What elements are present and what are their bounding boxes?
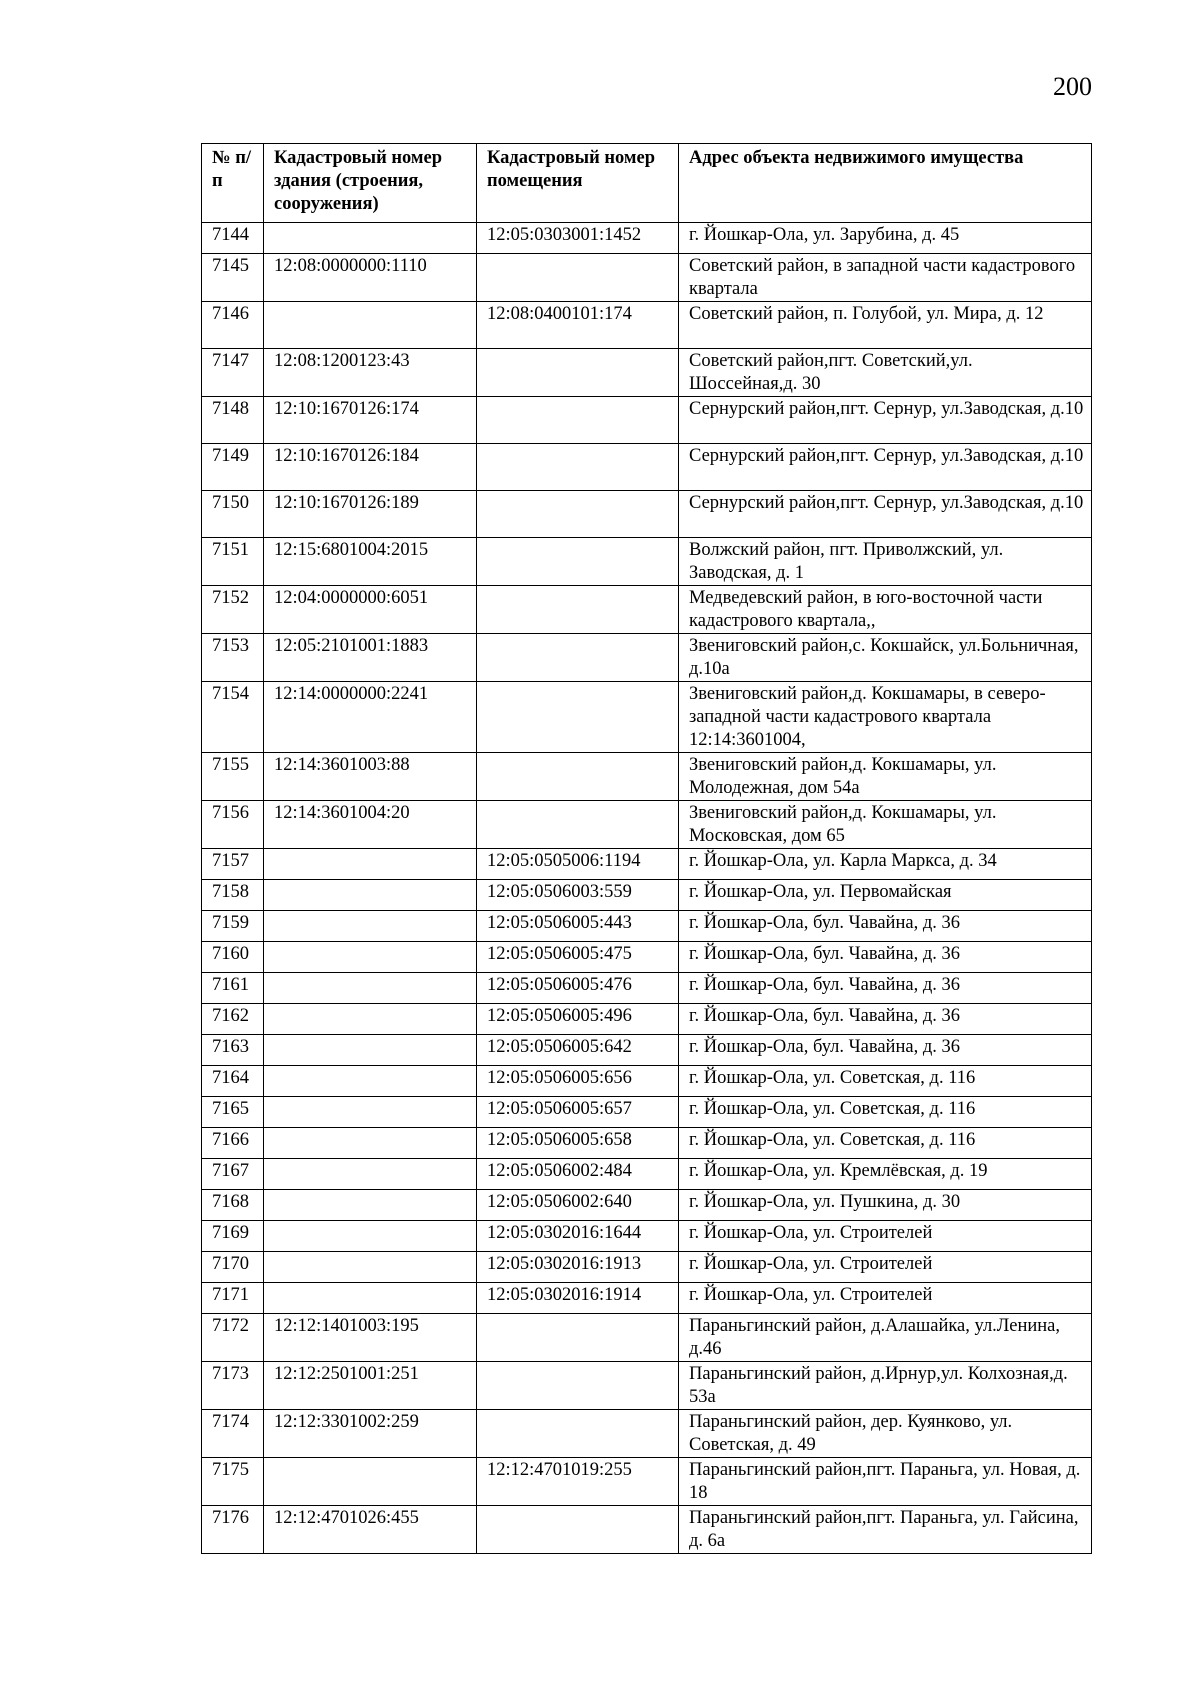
cell-premises-cadastral — [477, 491, 679, 538]
cell-building-cadastral — [264, 1097, 477, 1128]
cell-number: 7163 — [202, 1035, 264, 1066]
cell-number: 7158 — [202, 880, 264, 911]
cell-number: 7168 — [202, 1190, 264, 1221]
cell-number: 7156 — [202, 801, 264, 849]
cell-number: 7170 — [202, 1252, 264, 1283]
cell-premises-cadastral: 12:05:0506005:476 — [477, 973, 679, 1004]
cell-address: Советский район,пгт. Советский,ул. Шоссейная,д. 30 — [679, 349, 1092, 397]
cell-number: 7157 — [202, 849, 264, 880]
cell-address: Сернурский район,пгт. Сернур, ул.Заводская, д.10 — [679, 444, 1092, 491]
cell-premises-cadastral — [477, 397, 679, 444]
cell-building-cadastral — [264, 223, 477, 254]
cell-address: г. Йошкар-Ола, бул. Чавайна, д. 36 — [679, 973, 1092, 1004]
cell-number: 7171 — [202, 1283, 264, 1314]
cell-number: 7173 — [202, 1362, 264, 1410]
cell-building-cadastral — [264, 880, 477, 911]
table-row — [202, 349, 1092, 397]
cell-building-cadastral: 12:14:0000000:2241 — [264, 682, 477, 753]
cell-premises-cadastral: 12:05:0302016:1914 — [477, 1283, 679, 1314]
cell-building-cadastral — [264, 911, 477, 942]
cell-premises-cadastral: 12:05:0506002:484 — [477, 1159, 679, 1190]
cell-number: 7165 — [202, 1097, 264, 1128]
table-row — [202, 942, 1092, 973]
cell-number: 7169 — [202, 1221, 264, 1252]
cell-premises-cadastral — [477, 1506, 679, 1554]
cell-number: 7166 — [202, 1128, 264, 1159]
cell-address: Звениговский район,д. Кокшамары, в северо-западной части кадастрового квартала 12:14:3601004, — [679, 682, 1092, 753]
cell-number: 7144 — [202, 223, 264, 254]
table-row — [202, 973, 1092, 1004]
cell-premises-cadastral: 12:05:0506005:642 — [477, 1035, 679, 1066]
table-row — [202, 1506, 1092, 1554]
cell-premises-cadastral — [477, 444, 679, 491]
cell-address: Звениговский район,д. Кокшамары, ул. Молодежная, дом 54а — [679, 753, 1092, 801]
cell-premises-cadastral: 12:05:0302016:1644 — [477, 1221, 679, 1252]
table-header-row — [202, 144, 1092, 223]
cell-address: г. Йошкар-Ола, ул. Советская, д. 116 — [679, 1066, 1092, 1097]
cell-premises-cadastral: 12:08:0400101:174 — [477, 302, 679, 349]
table-row — [202, 1128, 1092, 1159]
table-row — [202, 397, 1092, 444]
cell-building-cadastral: 12:08:0000000:1110 — [264, 254, 477, 302]
cell-building-cadastral — [264, 1159, 477, 1190]
cell-premises-cadastral — [477, 586, 679, 634]
cell-number: 7145 — [202, 254, 264, 302]
cell-premises-cadastral: 12:12:4701019:255 — [477, 1458, 679, 1506]
table-row — [202, 801, 1092, 849]
cell-premises-cadastral — [477, 682, 679, 753]
cell-number: 7164 — [202, 1066, 264, 1097]
cell-building-cadastral — [264, 973, 477, 1004]
cell-number: 7160 — [202, 942, 264, 973]
table-row — [202, 1066, 1092, 1097]
cell-building-cadastral — [264, 1066, 477, 1097]
property-registry-table — [201, 143, 1092, 1554]
cell-number: 7153 — [202, 634, 264, 682]
header-address: Адрес объекта недвижимого имущества — [679, 144, 1092, 223]
cell-address: Сернурский район,пгт. Сернур, ул.Заводская, д.10 — [679, 397, 1092, 444]
cell-building-cadastral — [264, 1283, 477, 1314]
cell-premises-cadastral: 12:05:0506002:640 — [477, 1190, 679, 1221]
cell-address: Советский район, в западной части кадастрового квартала — [679, 254, 1092, 302]
cell-premises-cadastral: 12:05:0506003:559 — [477, 880, 679, 911]
cell-address: Звениговский район,д. Кокшамары, ул. Московская, дом 65 — [679, 801, 1092, 849]
cell-premises-cadastral: 12:05:0302016:1913 — [477, 1252, 679, 1283]
cell-building-cadastral — [264, 1458, 477, 1506]
cell-address: Медведевский район, в юго-восточной части кадастрового квартала,, — [679, 586, 1092, 634]
cell-building-cadastral — [264, 942, 477, 973]
cell-address: Волжский район, пгт. Приволжский, ул. Заводская, д. 1 — [679, 538, 1092, 586]
cell-premises-cadastral — [477, 753, 679, 801]
cell-number: 7167 — [202, 1159, 264, 1190]
cell-number: 7161 — [202, 973, 264, 1004]
cell-address: Параньгинский район,пгт. Параньга, ул. Новая, д. 18 — [679, 1458, 1092, 1506]
table-row — [202, 538, 1092, 586]
cell-address: г. Йошкар-Ола, ул. Строителей — [679, 1221, 1092, 1252]
cell-address: Параньгинский район, д.Алашайка, ул.Ленина, д.46 — [679, 1314, 1092, 1362]
cell-building-cadastral — [264, 1004, 477, 1035]
cell-premises-cadastral: 12:05:0506005:496 — [477, 1004, 679, 1035]
cell-number: 7148 — [202, 397, 264, 444]
cell-building-cadastral — [264, 1190, 477, 1221]
cell-address: г. Йошкар-Ола, ул. Зарубина, д. 45 — [679, 223, 1092, 254]
cell-building-cadastral: 12:12:2501001:251 — [264, 1362, 477, 1410]
cell-number: 7172 — [202, 1314, 264, 1362]
cell-number: 7154 — [202, 682, 264, 753]
table-row — [202, 911, 1092, 942]
table-row — [202, 753, 1092, 801]
table-row — [202, 1410, 1092, 1458]
cell-building-cadastral: 12:12:3301002:259 — [264, 1410, 477, 1458]
table-row — [202, 491, 1092, 538]
page-number: 200 — [1053, 72, 1092, 101]
table-row — [202, 586, 1092, 634]
cell-building-cadastral — [264, 849, 477, 880]
cell-building-cadastral: 12:12:4701026:455 — [264, 1506, 477, 1554]
cell-number: 7176 — [202, 1506, 264, 1554]
cell-building-cadastral: 12:10:1670126:174 — [264, 397, 477, 444]
cell-number: 7152 — [202, 586, 264, 634]
cell-premises-cadastral: 12:05:0506005:657 — [477, 1097, 679, 1128]
table-row — [202, 1314, 1092, 1362]
cell-address: Сернурский район,пгт. Сернур, ул.Заводская, д.10 — [679, 491, 1092, 538]
cell-address: Параньгинский район,пгт. Параньга, ул. Гайсина, д. 6а — [679, 1506, 1092, 1554]
cell-premises-cadastral — [477, 349, 679, 397]
cell-address: г. Йошкар-Ола, ул. Советская, д. 116 — [679, 1097, 1092, 1128]
cell-premises-cadastral: 12:05:0506005:443 — [477, 911, 679, 942]
cell-number: 7159 — [202, 911, 264, 942]
table-row — [202, 1252, 1092, 1283]
table-row — [202, 849, 1092, 880]
cell-address: г. Йошкар-Ола, бул. Чавайна, д. 36 — [679, 1035, 1092, 1066]
cell-premises-cadastral — [477, 538, 679, 586]
cell-address: Параньгинский район, дер. Куянково, ул. Советская, д. 49 — [679, 1410, 1092, 1458]
cell-address: г. Йошкар-Ола, бул. Чавайна, д. 36 — [679, 1004, 1092, 1035]
table-row — [202, 1283, 1092, 1314]
cell-address: г. Йошкар-Ола, бул. Чавайна, д. 36 — [679, 911, 1092, 942]
cell-building-cadastral — [264, 1252, 477, 1283]
cell-building-cadastral: 12:04:0000000:6051 — [264, 586, 477, 634]
cell-address: Параньгинский район, д.Ирнур,ул. Колхозная,д. 53а — [679, 1362, 1092, 1410]
cell-building-cadastral: 12:08:1200123:43 — [264, 349, 477, 397]
table-row — [202, 1458, 1092, 1506]
cell-address: г. Йошкар-Ола, ул. Строителей — [679, 1252, 1092, 1283]
header-building-cadastral: Кадастровый номер здания (строения, сооружения) — [264, 144, 477, 223]
cell-address: г. Йошкар-Ола, ул. Строителей — [679, 1283, 1092, 1314]
cell-number: 7149 — [202, 444, 264, 491]
table-row — [202, 682, 1092, 753]
cell-building-cadastral — [264, 1035, 477, 1066]
table-row — [202, 444, 1092, 491]
cell-number: 7146 — [202, 302, 264, 349]
cell-premises-cadastral — [477, 801, 679, 849]
cell-building-cadastral: 12:10:1670126:184 — [264, 444, 477, 491]
cell-address: г. Йошкар-Ола, бул. Чавайна, д. 36 — [679, 942, 1092, 973]
header-number: № п/п — [202, 144, 264, 223]
cell-address: г. Йошкар-Ола, ул. Кремлёвская, д. 19 — [679, 1159, 1092, 1190]
cell-premises-cadastral: 12:05:0506005:656 — [477, 1066, 679, 1097]
cell-premises-cadastral: 12:05:0506005:475 — [477, 942, 679, 973]
cell-premises-cadastral — [477, 1362, 679, 1410]
table-row — [202, 1190, 1092, 1221]
cell-building-cadastral — [264, 1221, 477, 1252]
table-row — [202, 634, 1092, 682]
table-row — [202, 1221, 1092, 1252]
table-row — [202, 302, 1092, 349]
table-row — [202, 1159, 1092, 1190]
table-row — [202, 1097, 1092, 1128]
cell-number: 7175 — [202, 1458, 264, 1506]
cell-building-cadastral: 12:14:3601003:88 — [264, 753, 477, 801]
cell-address: г. Йошкар-Ола, ул. Советская, д. 116 — [679, 1128, 1092, 1159]
cell-address: Звениговский район,с. Кокшайск, ул.Больничная, д.10а — [679, 634, 1092, 682]
table-row — [202, 1004, 1092, 1035]
cell-premises-cadastral — [477, 254, 679, 302]
cell-building-cadastral — [264, 1128, 477, 1159]
table-row — [202, 223, 1092, 254]
cell-building-cadastral — [264, 302, 477, 349]
cell-address: г. Йошкар-Ола, ул. Карла Маркса, д. 34 — [679, 849, 1092, 880]
cell-building-cadastral: 12:12:1401003:195 — [264, 1314, 477, 1362]
cell-premises-cadastral — [477, 634, 679, 682]
cell-number: 7147 — [202, 349, 264, 397]
cell-address: г. Йошкар-Ола, ул. Первомайская — [679, 880, 1092, 911]
header-premises-cadastral: Кадастровый номер помещения — [477, 144, 679, 223]
table-row — [202, 1035, 1092, 1066]
cell-building-cadastral: 12:15:6801004:2015 — [264, 538, 477, 586]
cell-number: 7151 — [202, 538, 264, 586]
cell-number: 7162 — [202, 1004, 264, 1035]
cell-number: 7155 — [202, 753, 264, 801]
cell-number: 7150 — [202, 491, 264, 538]
cell-premises-cadastral: 12:05:0505006:1194 — [477, 849, 679, 880]
cell-building-cadastral: 12:14:3601004:20 — [264, 801, 477, 849]
cell-building-cadastral: 12:10:1670126:189 — [264, 491, 477, 538]
cell-premises-cadastral — [477, 1314, 679, 1362]
cell-number: 7174 — [202, 1410, 264, 1458]
cell-premises-cadastral: 12:05:0506005:658 — [477, 1128, 679, 1159]
cell-address: Советский район, п. Голубой, ул. Мира, д. 12 — [679, 302, 1092, 349]
table-row — [202, 1362, 1092, 1410]
table-row — [202, 880, 1092, 911]
cell-building-cadastral: 12:05:2101001:1883 — [264, 634, 477, 682]
cell-address: г. Йошкар-Ола, ул. Пушкина, д. 30 — [679, 1190, 1092, 1221]
cell-premises-cadastral: 12:05:0303001:1452 — [477, 223, 679, 254]
table-row — [202, 254, 1092, 302]
cell-premises-cadastral — [477, 1410, 679, 1458]
